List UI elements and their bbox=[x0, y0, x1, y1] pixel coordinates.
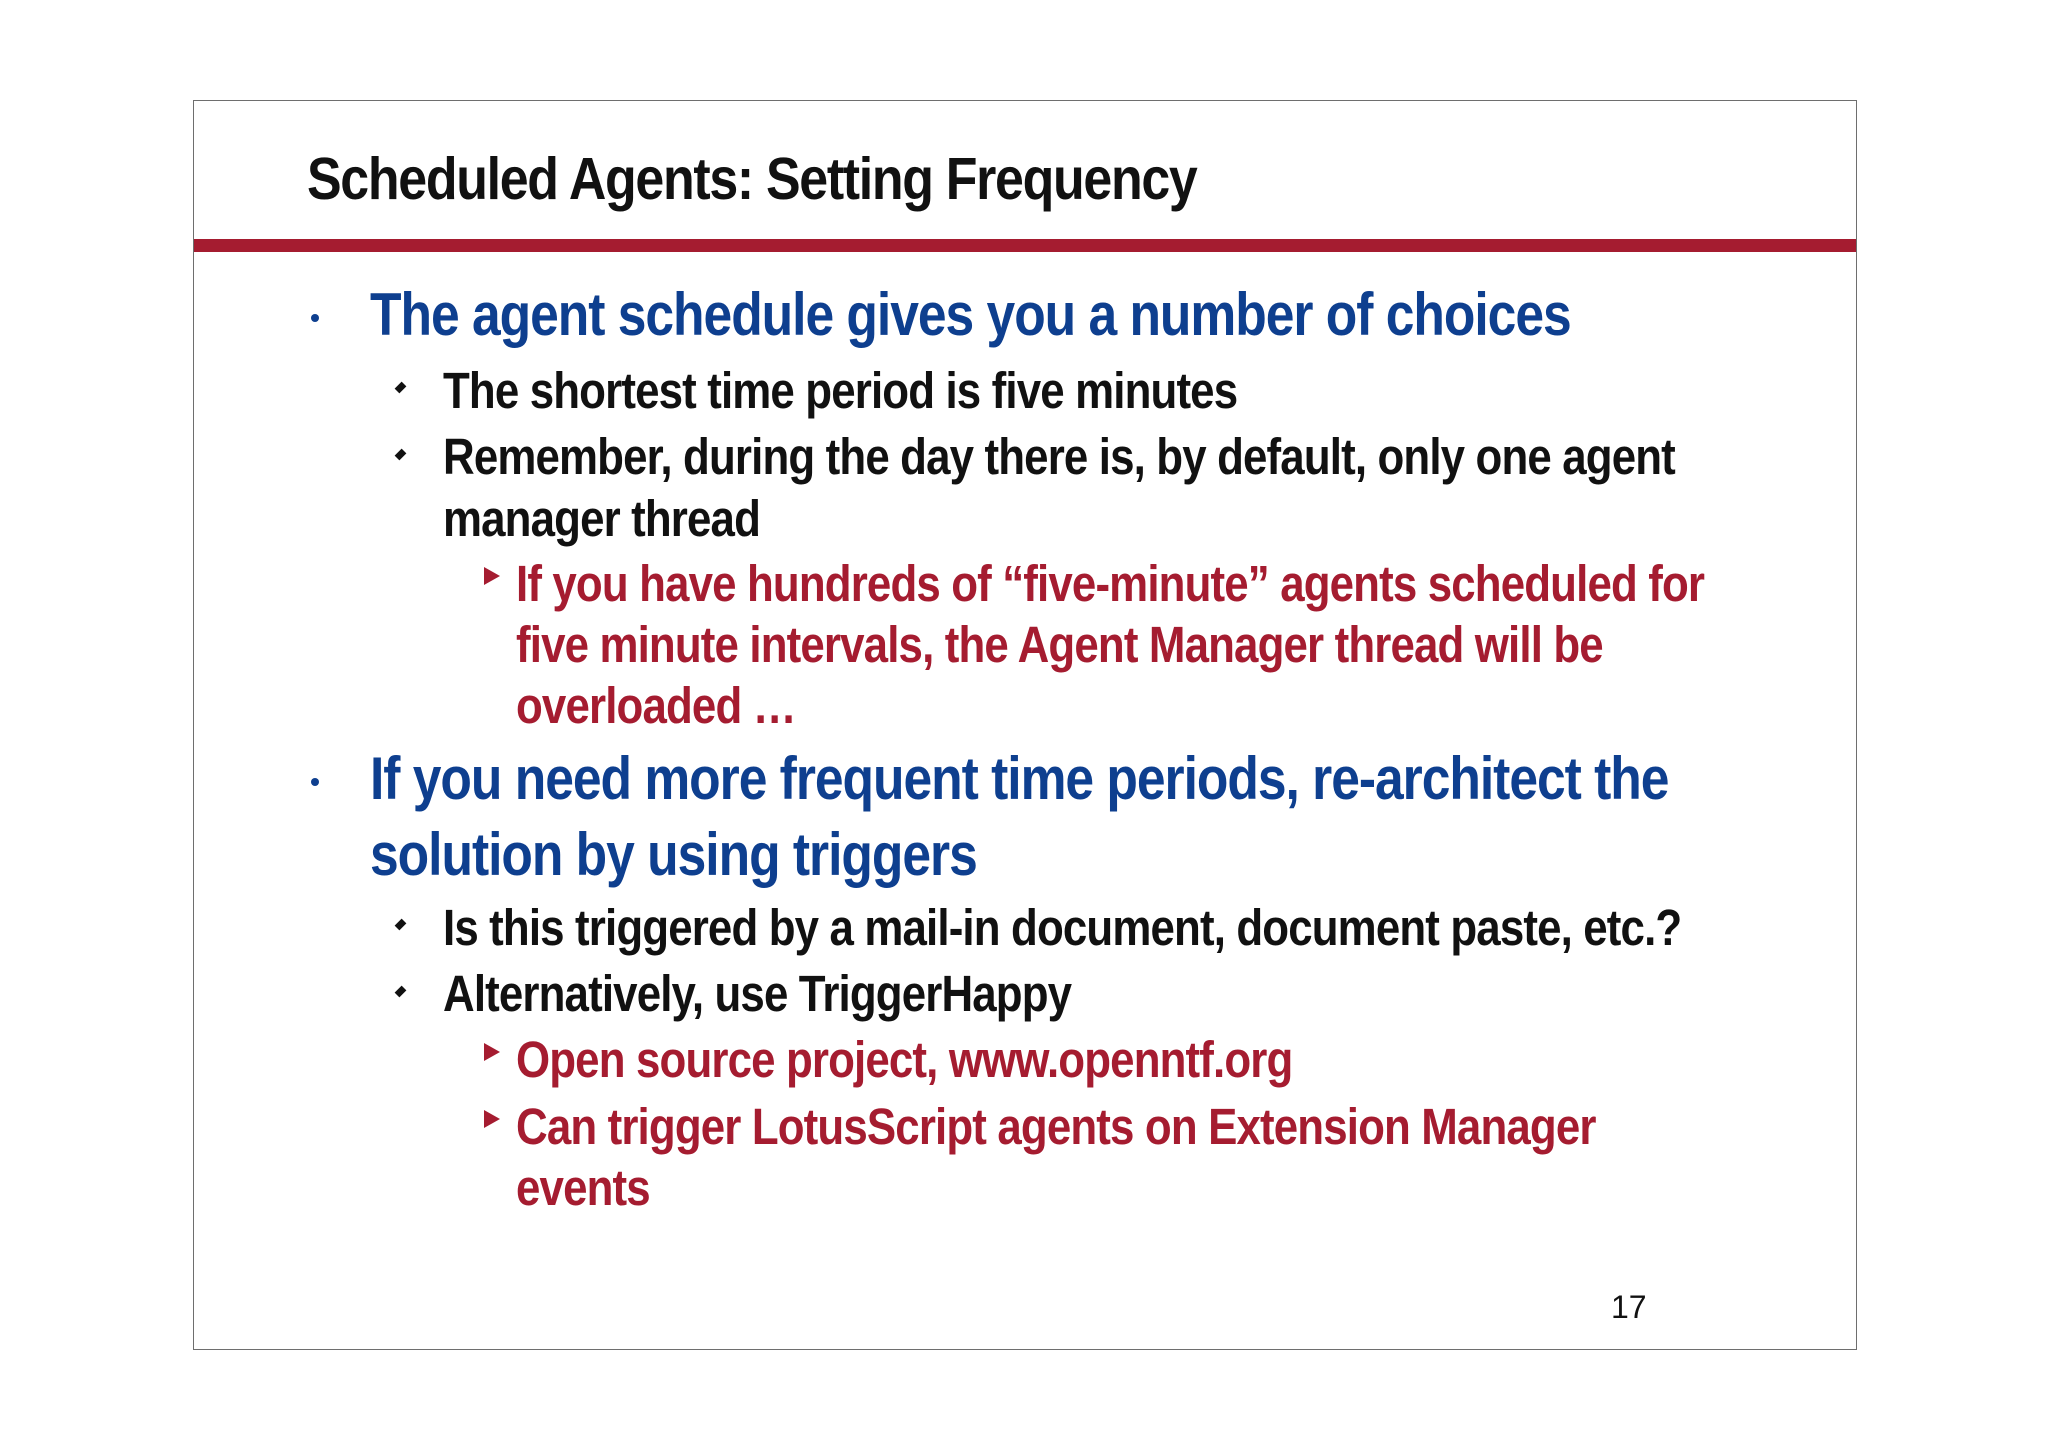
bullet-2-sub-2: Alternatively, use TriggerHappy bbox=[443, 965, 1072, 1022]
bullet-1-subsub-1-line-1: If you have hundreds of “five-minute” agents scheduled for bbox=[516, 555, 1705, 612]
page-number: 17 bbox=[1611, 1289, 1647, 1325]
bullet-2-line-1: If you need more frequent time periods, re-architect the bbox=[370, 745, 1669, 812]
bullet-1-subsub-1-line-2: five minute intervals, the Agent Manager thread will be bbox=[516, 616, 1603, 673]
bullet-diamond-icon bbox=[395, 382, 407, 394]
bullet-2-subsub-2-line-2: events bbox=[516, 1159, 650, 1216]
bullet-2-line-2: solution by using triggers bbox=[370, 821, 977, 888]
slide-content bbox=[194, 101, 1856, 1349]
bullet-2-subsub-1: Open source project, www.openntf.org bbox=[516, 1031, 1293, 1088]
slide-title: Scheduled Agents: Setting Frequency bbox=[307, 146, 1197, 212]
bullet-2-sub-1: Is this triggered by a mail-in document, document paste, etc.? bbox=[443, 899, 1682, 956]
bullet-triangle-icon bbox=[484, 567, 500, 585]
bullet-1-subsub-1-line-3: overloaded … bbox=[516, 677, 796, 734]
bullet-triangle-icon bbox=[484, 1110, 500, 1128]
bullet-dot-icon bbox=[311, 778, 319, 786]
bullet-diamond-icon bbox=[395, 986, 407, 998]
bullet-dot-icon bbox=[311, 314, 319, 322]
bullet-1-sub-2-line-2: manager thread bbox=[443, 490, 761, 547]
bullet-1-text: The agent schedule gives you a number of choices bbox=[370, 281, 1571, 348]
bullet-triangle-icon bbox=[484, 1043, 500, 1061]
slide bbox=[193, 100, 1857, 1350]
bullet-diamond-icon bbox=[395, 449, 407, 461]
bullet-1-sub-2-line-1: Remember, during the day there is, by default, only one agent bbox=[443, 428, 1675, 485]
bullet-diamond-icon bbox=[395, 919, 407, 931]
bullet-1-sub-1: The shortest time period is five minutes bbox=[443, 362, 1238, 419]
bullet-2-subsub-2-line-1: Can trigger LotusScript agents on Extension Manager bbox=[516, 1098, 1596, 1155]
